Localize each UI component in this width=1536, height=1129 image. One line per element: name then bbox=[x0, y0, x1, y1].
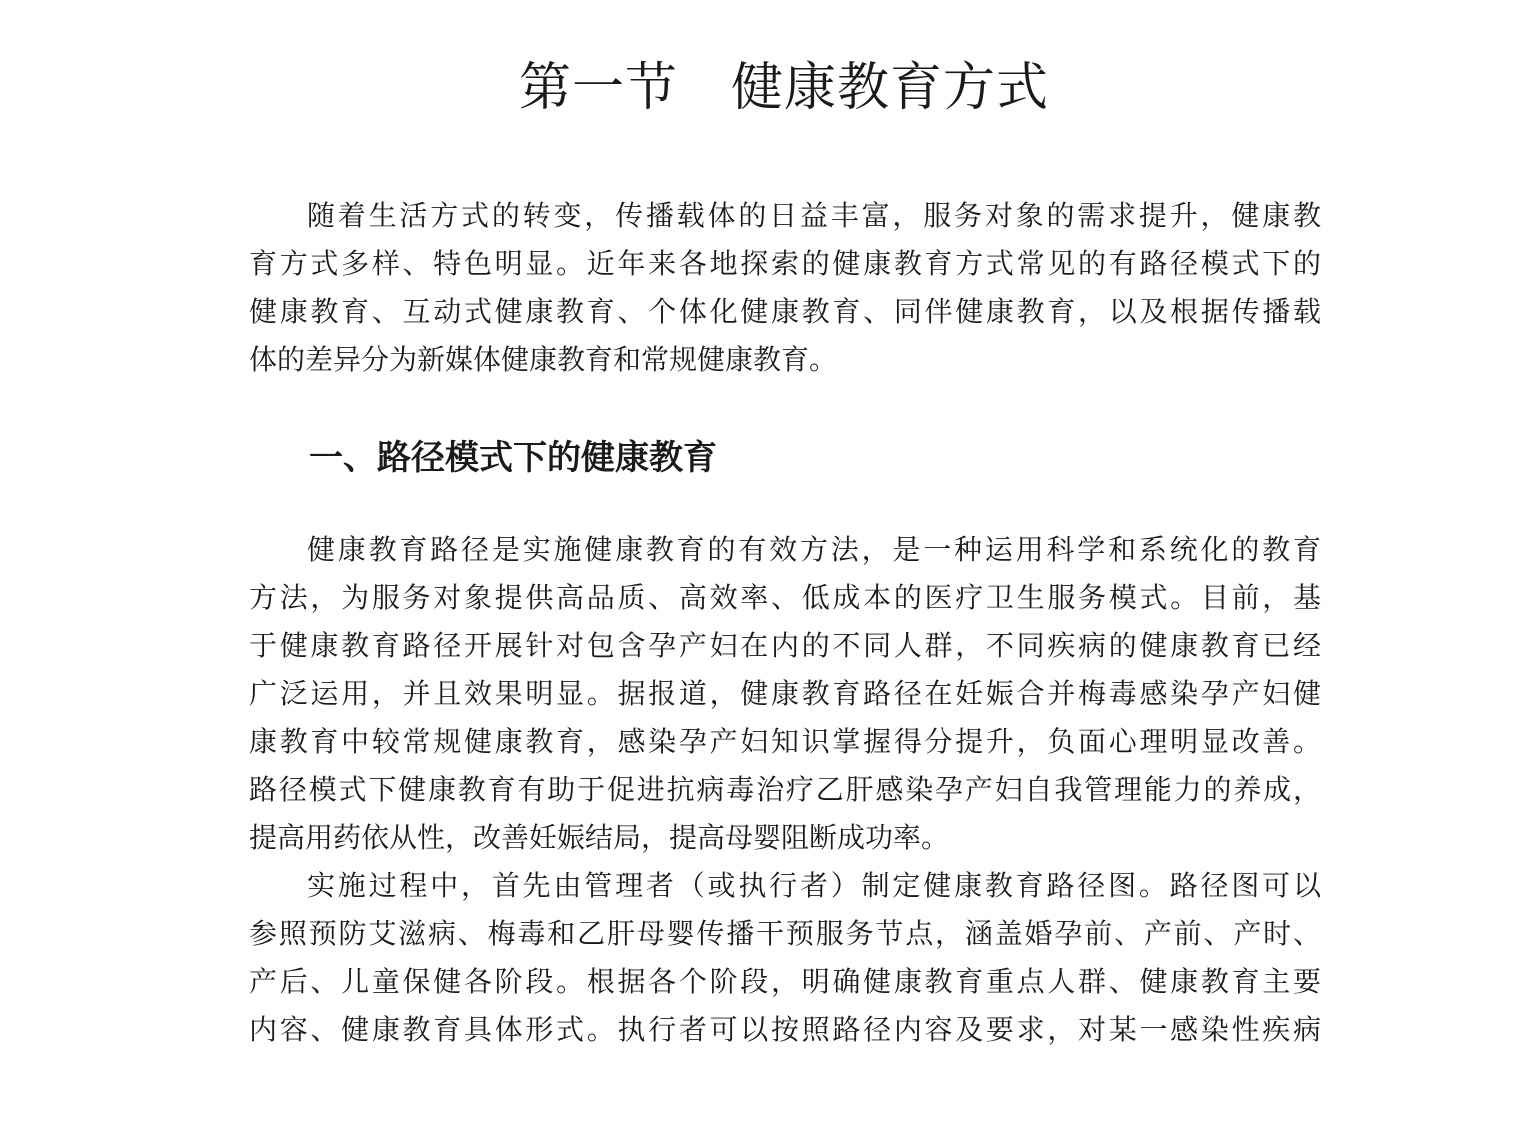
paragraph-line: 体的差异分为新媒体健康教育和常规健康教育。 bbox=[249, 343, 838, 376]
paragraph-line: 产后、儿童保健各阶段。根据各个阶段，明确健康教育重点人群、健康教育主要 bbox=[249, 965, 1321, 998]
subsection-heading: 一、路径模式下的健康教育 bbox=[309, 438, 717, 478]
paragraph-line: 健康教育路径是实施健康教育的有效方法，是一种运用科学和系统化的教育 bbox=[307, 533, 1321, 566]
paragraph-line: 于健康教育路径开展针对包含孕产妇在内的不同人群，不同疾病的健康教育已经 bbox=[249, 629, 1321, 662]
paragraph-line: 康教育中较常规健康教育，感染孕产妇知识掌握得分提升，负面心理明显改善。 bbox=[249, 725, 1321, 758]
intro-paragraph bbox=[249, 192, 1321, 384]
paragraph-line: 路径模式下健康教育有助于促进抗病毒治疗乙肝感染孕产妇自我管理能力的养成， bbox=[249, 773, 1321, 806]
paragraph-line: 随着生活方式的转变，传播载体的日益丰富，服务对象的需求提升，健康教 bbox=[307, 199, 1321, 232]
paragraph-line: 健康教育、互动式健康教育、个体化健康教育、同伴健康教育，以及根据传播载 bbox=[249, 295, 1321, 328]
paragraph-line: 内容、健康教育具体形式。执行者可以按照路径内容及要求，对某一感染性疾病 bbox=[249, 1013, 1321, 1046]
paragraph-line: 育方式多样、特色明显。近年来各地探索的健康教育方式常见的有路径模式下的 bbox=[249, 247, 1321, 280]
paragraph-line: 方法，为服务对象提供高品质、高效率、低成本的医疗卫生服务模式。目前，基 bbox=[249, 581, 1321, 614]
paragraph-line: 广泛运用，并且效果明显。据报道，健康教育路径在妊娠合并梅毒感染孕产妇健 bbox=[249, 677, 1321, 710]
paragraph-line: 实施过程中，首先由管理者（或执行者）制定健康教育路径图。路径图可以 bbox=[307, 869, 1321, 902]
body-paragraph bbox=[249, 526, 1321, 862]
paragraph-line: 参照预防艾滋病、梅毒和乙肝母婴传播干预服务节点，涵盖婚孕前、产前、产时、 bbox=[249, 917, 1321, 950]
body-paragraph bbox=[249, 862, 1321, 1054]
paragraph-line: 提高用药依从性，改善妊娠结局，提高母婴阻断成功率。 bbox=[249, 821, 950, 854]
section-title: 第一节 健康教育方式 bbox=[518, 58, 1049, 118]
